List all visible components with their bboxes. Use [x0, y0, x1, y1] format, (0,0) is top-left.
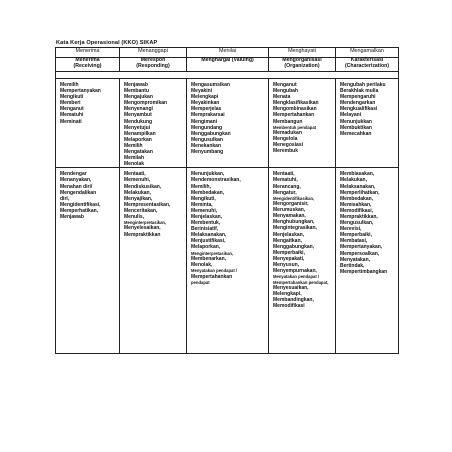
verb-item: Mendengar: [60, 171, 87, 178]
verb-item: Mempertanyakan,: [340, 244, 383, 251]
verb-item: Menghubungkan,: [273, 219, 315, 226]
verb-item: Menampilkan: [124, 130, 156, 137]
verb-item: Mengubah perilaku: [340, 82, 386, 88]
verb-item: Menyelesaikan,: [124, 225, 161, 232]
subheader-cell: [56, 58, 120, 72]
verb-item: Menanyakan,: [60, 177, 92, 184]
verb-item: Mengompromikan: [124, 100, 168, 107]
verb-item: Mengusulkan,: [340, 220, 374, 227]
subheader-cell: [336, 58, 399, 72]
verb-item: Menekankan: [191, 142, 222, 149]
verb-item: Mengombinasikan: [273, 106, 317, 113]
subheader-cell: [269, 58, 336, 72]
subheader-row: [56, 58, 399, 72]
verb-item: Melengkapi: [191, 94, 219, 101]
verbs-cell: [336, 79, 399, 168]
verb-item: Menjustifikasi,: [191, 238, 226, 245]
verb-item: Menjelaskan,: [191, 213, 223, 220]
verb-item: Memecahkan: [340, 130, 372, 137]
verb-item: Menunjukkan,: [191, 171, 225, 178]
verb-item: Mematuhi: [60, 112, 84, 119]
spacer-row: [56, 72, 399, 79]
verb-item: Membangun: [273, 118, 303, 125]
verb-item: Memodifikasi,: [340, 207, 374, 214]
verb-item: Mendukung: [124, 118, 153, 125]
verb-item: Mempertahankan: [191, 273, 233, 280]
verb-item: Menyamakan,: [273, 213, 306, 220]
verb-item: Mengorganisir,: [273, 201, 309, 208]
verb-item: Memadukan: [273, 130, 302, 137]
verbs-cell: [56, 79, 120, 168]
verb-item: Memperbaiki,: [340, 232, 372, 239]
verb-item: Mempertahankan: [273, 112, 315, 119]
verb-item: Merevisi,: [340, 226, 362, 233]
verb-item: Memilih,: [191, 183, 212, 190]
verb-item: Menjawab: [60, 213, 84, 220]
verb-item: Membantu: [124, 88, 149, 95]
verb-item: Menjelaskan,: [273, 231, 305, 238]
subheader-line: (Receiving): [73, 62, 102, 69]
verb-item: Menceritakan,: [124, 207, 158, 214]
verb-item: Melakukan,: [340, 177, 367, 184]
verb-item: Menegosiasi: [273, 142, 304, 149]
verb-item: Mentaati,: [124, 171, 146, 178]
verb-item: Menginterpretasikan,: [124, 220, 167, 226]
verb-item: Menyumbang: [191, 149, 224, 156]
verb-item: Meyakinkan: [191, 100, 220, 107]
verb-item: Merembuk: [273, 148, 299, 155]
subheader-line: Menghargai (Valuing): [201, 57, 254, 63]
verb-item: Menata: [273, 94, 291, 101]
verb-item: Mengundang: [191, 124, 223, 131]
verb-item: Mempertimbangkan: [340, 268, 388, 275]
header-cell: Menanggapi: [120, 48, 187, 58]
verb-item: Menyatakan,: [340, 256, 371, 263]
verb-item: Meminta,: [191, 201, 213, 208]
verb-item: Memilih: [60, 82, 79, 88]
verb-item: Menyesuaikan,: [273, 285, 309, 292]
verb-item: Mempengaruhi: [340, 94, 376, 101]
verb-item: Mendiskusikan,: [124, 183, 162, 190]
verb-item: Melaksanakan,: [340, 183, 376, 190]
verbs-cell: [56, 168, 120, 354]
verbs-cell: [120, 79, 187, 168]
verb-item: Membuktikan: [340, 124, 372, 131]
verb-item: diri,: [60, 195, 70, 202]
verb-item: Memenuhi,: [124, 177, 151, 184]
verb-item: Mentaati,: [273, 171, 295, 178]
verb-item: Melakukan,: [124, 189, 151, 196]
verb-item: Menolak: [124, 161, 145, 168]
verb-item: Membenarkan,: [191, 255, 227, 262]
verb-item: Menyatakan pendapat /: [191, 268, 238, 274]
verb-item: Mendengarkan: [340, 100, 376, 107]
subheader-cell: [187, 58, 269, 72]
verb-item: Mengidentifikasi,: [60, 201, 101, 208]
verb-item: Berakhlak mulia: [340, 88, 379, 95]
header-cell: Mengamalkan: [336, 48, 399, 58]
verb-item: Menyusun,: [273, 262, 300, 269]
verb-item: Mengikuti: [60, 94, 84, 101]
verb-item: Mengubah: [273, 88, 298, 95]
verb-item: Menyenangi: [124, 106, 153, 113]
verb-item: Melaporkan: [124, 136, 152, 143]
document-title: Kata Kerja Operasional (KKO) SIKAP: [56, 40, 158, 46]
verb-item: Memenuhi,: [191, 207, 218, 214]
header-cell: Menghayati: [269, 48, 336, 58]
verb-item: Mematuhi,: [273, 177, 298, 184]
header-cell: Menilai: [187, 48, 269, 58]
verb-item: Menulis,: [124, 213, 145, 220]
verb-item: Mengajukan: [124, 94, 153, 101]
verb-item: Melengkapi,: [273, 291, 302, 298]
verb-item: Mengintegrasikan,: [273, 225, 317, 232]
verb-item: Memberi: [60, 100, 81, 107]
verb-item: Memperbaiki,: [273, 249, 305, 256]
verb-item: Menolak,: [191, 262, 213, 269]
verb-item: Mengklasifikasikan: [273, 100, 319, 107]
verb-item: pendapat: [191, 279, 210, 285]
verb-item: Melaporkan,: [191, 244, 221, 251]
verb-item: Menyetujui: [124, 124, 151, 131]
verb-item: Memperjelas: [191, 106, 222, 113]
verb-item: Menyepakati,: [273, 255, 305, 262]
verbs-cell: [269, 168, 336, 354]
verb-item: Mempertahankan pendapat,: [273, 279, 329, 285]
verb-item: Membedakan,: [191, 189, 225, 196]
verb-item: Memodifikasi: [273, 303, 305, 310]
verb-item: Bertindak,: [340, 262, 365, 269]
verb-item: Melayani: [340, 112, 362, 119]
verb-item: Mengelola: [273, 136, 298, 143]
verb-item: Mengimani: [191, 118, 218, 125]
verb-item: Mengikuti,: [191, 195, 216, 202]
verb-item: Membentuk pendapat: [273, 124, 317, 130]
verb-item: Menggabungkan: [191, 130, 231, 137]
verb-item: Mendemonstrasikan,: [191, 177, 241, 184]
subheader-line: Merespon: [140, 57, 166, 63]
verb-item: Membandingkan,: [273, 297, 314, 304]
verb-item: Memilah: [124, 155, 145, 162]
subheader-line: Karakterisasi: [350, 57, 384, 63]
verb-item: Mengkualifikasi: [340, 106, 378, 113]
verbs-cell: [120, 168, 187, 354]
verb-item: Menjawab: [124, 82, 148, 88]
verb-item: Memperhatikan,: [60, 207, 99, 214]
verb-item: Meminati: [60, 118, 82, 125]
verb-item: Menganut: [273, 82, 297, 88]
verb-item: Mempresentasikan,: [124, 201, 171, 208]
verb-item: Menunjukkan: [340, 118, 372, 125]
verb-item: Membedakan,: [340, 195, 374, 202]
verb-item: Mempersoalkan,: [340, 250, 380, 257]
subheader-line: Menerima: [75, 57, 100, 63]
subheader-cell: [120, 58, 187, 72]
verb-item: Mengusulkan: [191, 136, 223, 143]
verb-item: Merancang,: [273, 183, 301, 190]
verb-item: Menganut: [60, 106, 84, 113]
verb-item: Memilih: [124, 142, 143, 149]
verbs-cell: [187, 168, 269, 354]
verb-item: Merumuskan,: [273, 207, 306, 214]
verb-item: Memprakarsai: [191, 112, 225, 119]
verb-item: Menahan diri/: [60, 183, 93, 190]
verb-item: Menginterpretasikan,: [191, 250, 234, 256]
verb-item: Berinisiatif,: [191, 226, 219, 233]
subheader-line: Mengorganisasi: [282, 57, 322, 63]
verb-item: Memperlihatkan,: [340, 189, 380, 196]
subheader-line: (Characterization): [344, 62, 390, 69]
verb-item: Menyatakan pendapat /: [273, 274, 320, 280]
subheader-line: (Responding): [136, 62, 170, 69]
verbs-cell: [269, 79, 336, 168]
verb-item: Mempraktikkan: [124, 231, 161, 238]
verb-item: Menyempurnakan,: [273, 268, 317, 275]
verb-item: Mengaitkan,: [273, 237, 302, 244]
header-row: [56, 48, 399, 58]
verb-item: Meyakini: [191, 88, 213, 95]
verb-item: Mengatakan: [124, 149, 153, 156]
verb-item: Mengidentifikasikan,: [273, 195, 315, 201]
verb-item: Mempraktikkan,: [340, 213, 378, 220]
verb-item: Mempertanyakan: [60, 88, 101, 95]
kko-table: [55, 47, 399, 354]
verb-item: Menyajikan,: [124, 195, 153, 202]
verbs-row-1: [56, 79, 399, 168]
verb-item: Mengatur,: [273, 189, 297, 196]
verb-item: Melaksanakan,: [191, 232, 227, 239]
header-cell: Menerima: [56, 48, 120, 58]
verbs-cell: [187, 79, 269, 168]
subheader-line: (Organization): [284, 62, 320, 69]
verb-item: Membiasakan,: [340, 171, 375, 178]
verbs-cell: [336, 168, 399, 354]
verb-item: Menggabungkan,: [273, 243, 315, 250]
verbs-row-2: [56, 168, 399, 354]
verb-item: Membatasi,: [340, 238, 368, 245]
verb-item: Memisahkan,: [340, 201, 372, 208]
verb-item: Mengasumsikan: [191, 82, 230, 88]
verb-item: Membentuk,: [191, 220, 221, 227]
verb-item: Mengendalikan: [60, 189, 97, 196]
verb-item: Menyambut: [124, 112, 152, 119]
